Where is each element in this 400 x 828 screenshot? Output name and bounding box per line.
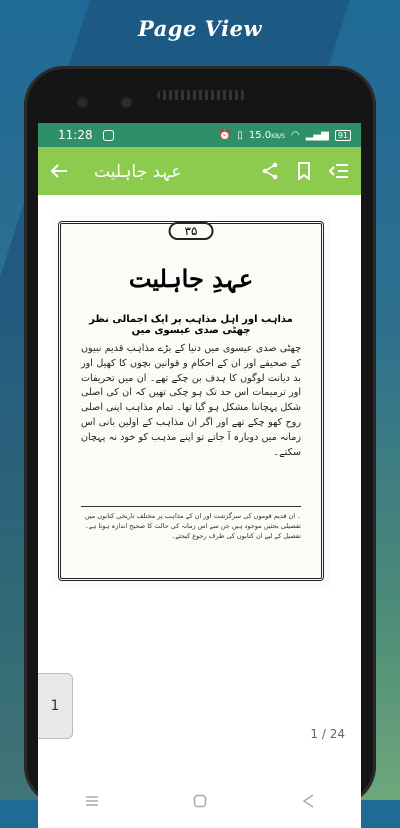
nav-back-icon[interactable] — [302, 794, 314, 808]
page-body-text: چھٹی صدی عیسوی میں دنیا کے بڑے مذاہب قدیم نبیوں کے صحیفے اور ان کے احکام و قوانین بچوں کا کھیل اور بد دیانت لوگوں کا ہدف بن چکے تھے۔ ان میں تحریفات اور ترمیمات اس حد تک ہو چکی تھیں کہ ان کی اصلی شکل پہچاننا مشکل ہو گیا تھا۔ تمام مذاہب اپنی اصلی روح کھو چکے تھے اور اگر ان مذاہب کے اولین بانی اس زمانہ میں دوبارہ آ جاتے تو اپنے مذہب کو خود نہ پہچان سکتے۔ — [81, 343, 301, 458]
reader-area[interactable] — [38, 195, 361, 774]
footnote-divider — [81, 506, 301, 507]
toolbar-actions — [261, 162, 349, 180]
phone-frame — [24, 66, 376, 806]
book-page — [52, 215, 330, 587]
status-bar — [38, 123, 361, 147]
recent-apps-icon[interactable] — [85, 795, 99, 807]
page-counter: 1 / 24 — [310, 727, 345, 741]
book-page-number: ۳۵ — [169, 222, 214, 240]
front-camera-icon — [76, 96, 89, 109]
toolbar-title: عہد جاہلیت — [94, 161, 182, 182]
status-indicators — [219, 130, 351, 141]
bookmark-icon[interactable] — [297, 162, 311, 180]
app-screen — [38, 123, 361, 828]
earpiece-speaker — [157, 90, 247, 100]
share-icon[interactable] — [261, 162, 279, 180]
list-icon[interactable] — [329, 163, 349, 179]
signal-icon: ▂▄▆ — [305, 129, 329, 141]
instagram-notification-icon — [103, 130, 114, 141]
system-nav-bar — [38, 774, 361, 828]
ornamental-border — [58, 221, 324, 581]
alarm-icon: ⏰ — [218, 129, 232, 141]
back-arrow-icon[interactable] — [50, 163, 68, 179]
status-time: 11:28 — [58, 128, 93, 142]
chapter-heading: عہدِ جاہلیت — [128, 264, 254, 293]
battery-icon: 91 — [335, 130, 351, 141]
home-icon[interactable] — [193, 794, 207, 808]
sensor-icon — [120, 96, 133, 109]
network-speed: 15.0KB/S — [248, 129, 285, 141]
wifi-icon: ◠ — [291, 129, 300, 141]
chapter-subheading: مذاہب اور اہل مذاہب پر ایک اجمالی نظر چھٹی صدی عیسوی میں — [89, 314, 293, 336]
app-toolbar — [38, 147, 361, 195]
page-footnote: ۔ ان قدیم قوموں کی سرگزشت اور ان کے مذاہب پر مختلف تاریخی کتابوں میں تفصیلی بحثیں موجود ہیں جن سے اس زمانہ کی حالت کا صحیح اندازہ ہوتا ہے۔ تفصیل کے لیے ان کتابوں کی طرف رجوع کیجئے۔ — [84, 512, 301, 540]
vibrate-icon: ▯ — [237, 129, 243, 141]
page-view-banner: Page View — [137, 16, 263, 41]
side-page-tab[interactable]: 1 — [38, 673, 73, 739]
